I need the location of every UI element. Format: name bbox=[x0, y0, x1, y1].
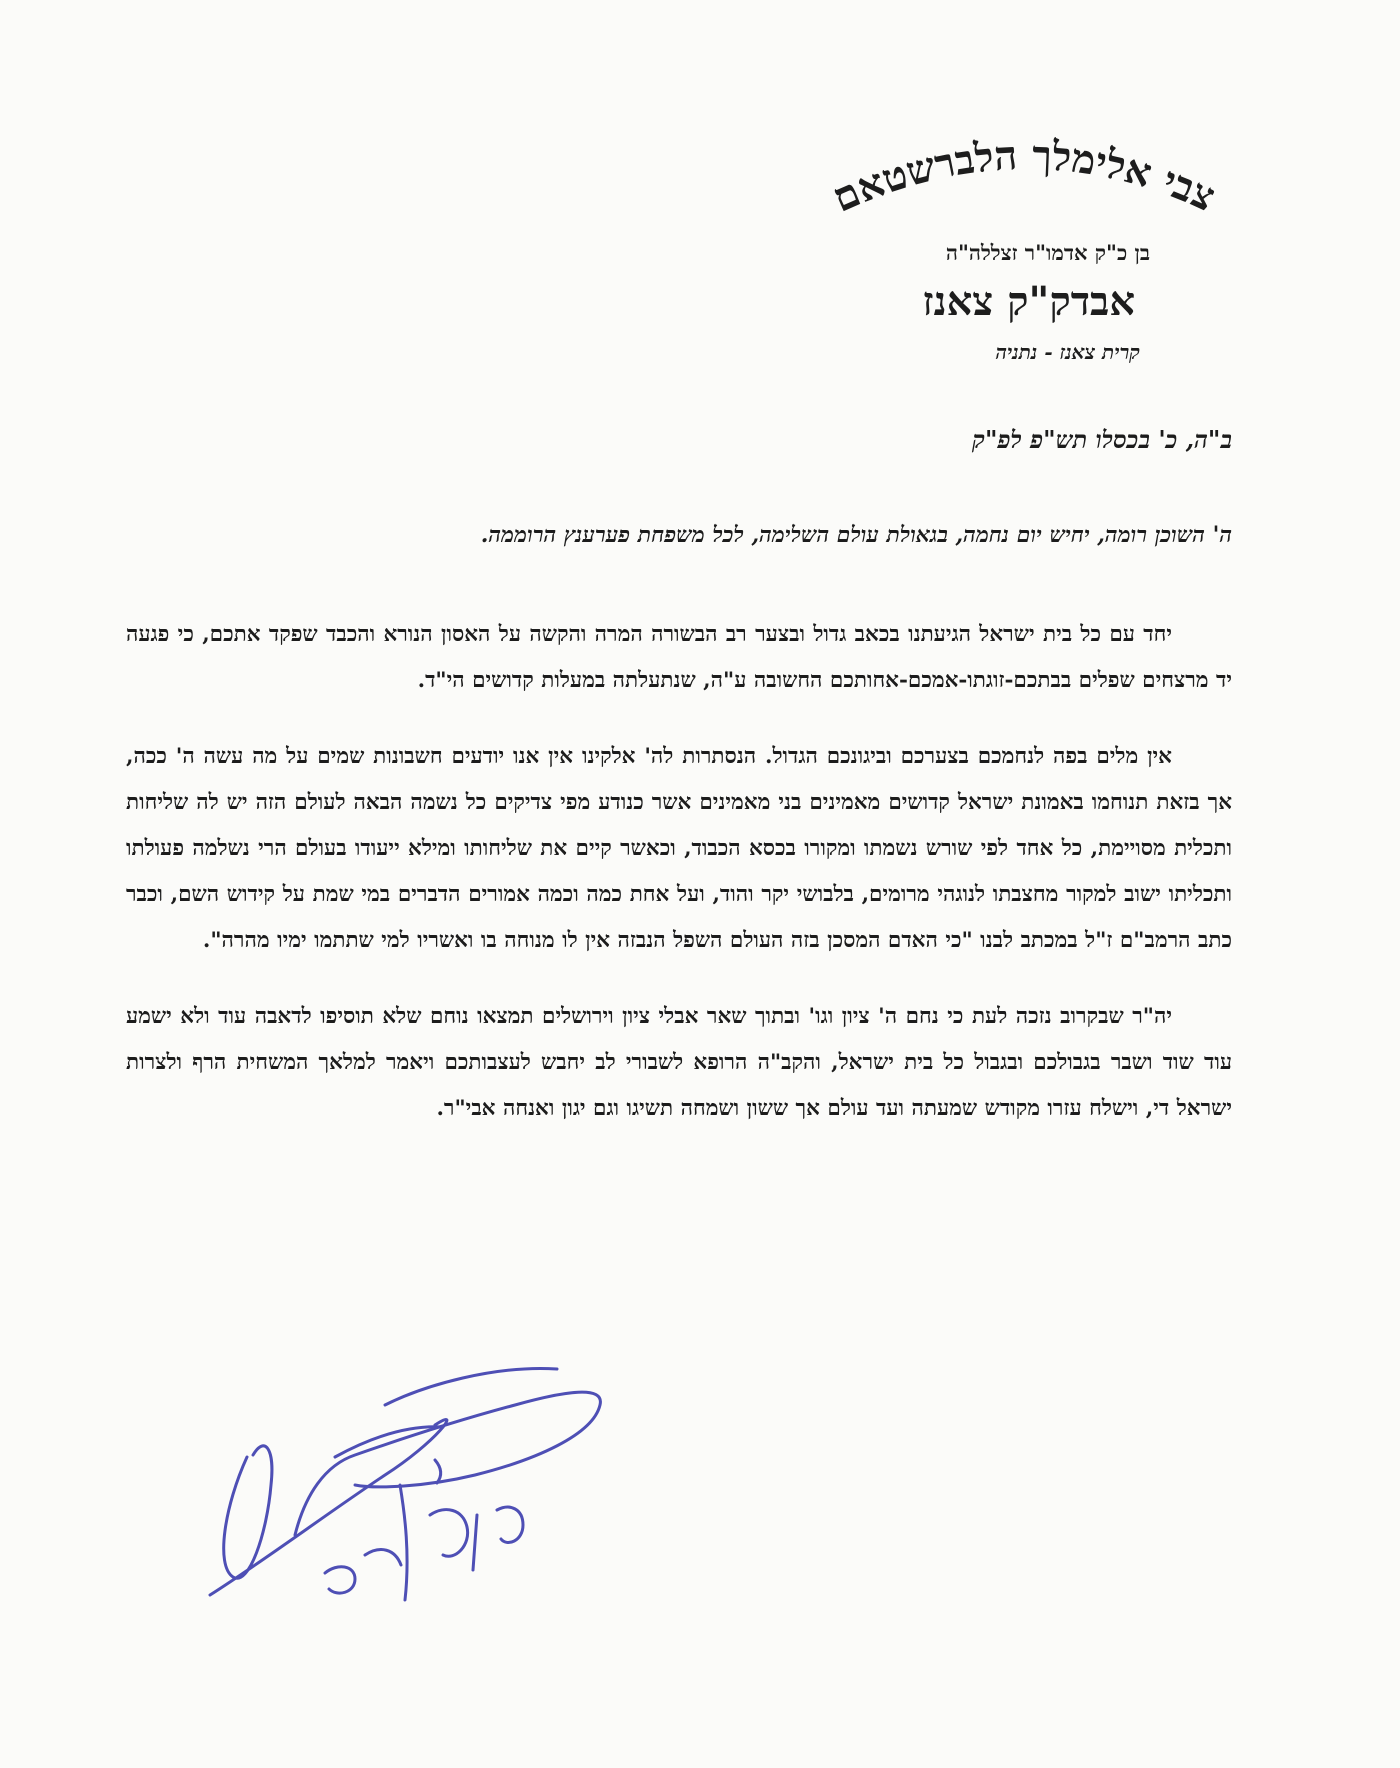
letter-body bbox=[126, 612, 1232, 1162]
letterhead-name: צבי אלימלך הלברשטאם bbox=[825, 131, 1223, 222]
paragraph-2: אין מלים בפה לנחמכם בצערכם וביגונכם הגדול. הנסתרות לה' אלקינו אין אנו יודעים חשבונות שמים על מה עשה ה' ככה, אך בזאת תנוחמו באמונת ישראל קדושים מאמינים בני מאמינים אשר כנודע מפי צדיקים כל נשמה הבאה לעולם הזה יש לה שליחות ותכלית מסויימת, כל אחד לפי שורש נשמתו ומקורו בכסא הכבוד, וכאשר קיים את שליחותו ומילא ייעודו בעולם הרי נשלמה פעולתו ותכליתו ישוב למקור מחצבתו לנוגהי מרומים, בלבושי יקר והוד, ועל אחת כמה וכמה אמורים הדברים במי שמת על קידוש השם, וכבר כתב הרמב"ם ז"ל במכתב לבנו "כי האדם המסכן בזה העולם השפל הנבזה אין לו מנוחה בו ואשריו למי שתתמו ימיו מהרה". bbox=[126, 744, 1232, 953]
handwritten-signature bbox=[205, 1365, 645, 1615]
letterhead-address: קרית צאנז - נתניה bbox=[995, 340, 1140, 364]
letter-date: ב"ה, כ' בכסלו תש"פ לפ"ק bbox=[972, 425, 1232, 454]
letter-greeting: ה' השוכן רומה, יחיש יום נחמה, בגאולת עולם השלימה, לכל משפחת פערענץ הרוממה. bbox=[480, 522, 1232, 548]
letterhead-lineage: בן כ"ק אדמו"ר זצללה"ה bbox=[945, 240, 1150, 265]
letterhead-office: אבדק"ק צאנז bbox=[922, 278, 1135, 325]
paragraph-3: יה"ר שבקרוב נזכה לעת כי נחם ה' ציון וגו' ובתוך שאר אבלי ציון וירושלים תמצאו נוחם שלא תוסיפו לדאבה עוד ולא ישמע עוד שוד ושבר בגבולכם ובגבול כל בית ישראל, והקב"ה הרופא לשבורי לב יחבש לעצבותכם ויאמר למלאך המשחית הרף ולצרות ישראל די, וישלח עזרו מקודש שמעתה ועד עולם אך ששון ושמחה תשיגו וגם יגון ואנחה אבי"ר. bbox=[126, 1004, 1232, 1121]
letterhead bbox=[700, 120, 1320, 380]
signature-drawing bbox=[205, 1365, 645, 1615]
paragraph-1: יחד עם כל בית ישראל הגיעתנו בכאב גדול ובצער רב הבשורה המרה והקשה על האסון הנורא והכבד שפקד אתכם, כי פגעה יד מרצחים שפלים בבתכם-זוגתו-אמכם-אחותכם החשובה ע"ה, שנתעלתה במעלות קדושים הי"ד. bbox=[126, 622, 1232, 693]
